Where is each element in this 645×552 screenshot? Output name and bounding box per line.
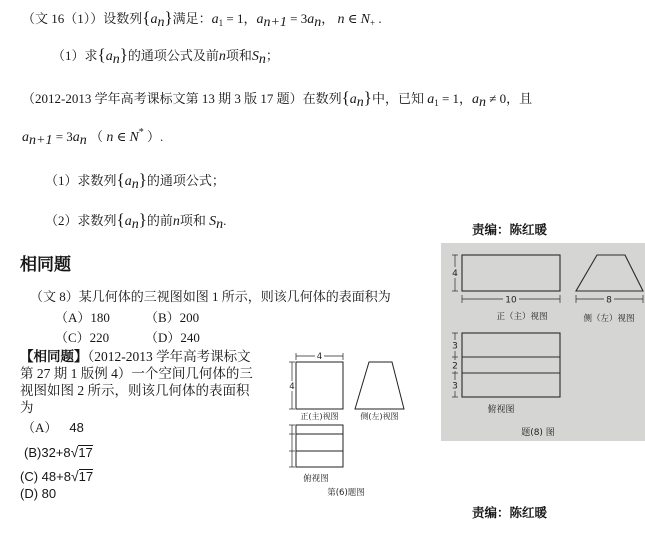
source-prefix: （2012-2013 学年高考课标文第 13 期 3 版 17 题）在数列 xyxy=(22,91,342,106)
q16-in: ∈ xyxy=(344,11,361,26)
option-value: 32+8 xyxy=(41,445,71,460)
var-n: n xyxy=(218,49,226,64)
same-problem-line-4: 为 xyxy=(20,400,34,415)
a-1 xyxy=(212,11,224,26)
q8-option-c xyxy=(55,329,109,347)
brace-close: } xyxy=(138,210,147,229)
a-1 xyxy=(427,91,439,106)
fig8-photo-background xyxy=(441,243,645,441)
option-value: 48 xyxy=(69,420,84,435)
fig6-front-view xyxy=(288,351,343,409)
fig8-top-dim-label-1: 3 xyxy=(452,341,458,352)
sup-star: * xyxy=(138,127,144,138)
fig6-front-width-dim-label: 4 xyxy=(316,352,323,362)
source-eq-three: = 3 xyxy=(52,129,73,144)
brace-close: } xyxy=(138,170,147,189)
brace-open: { xyxy=(142,8,151,27)
q16-satisfies: 满足： xyxy=(172,11,212,26)
var-a: a xyxy=(427,92,435,107)
same-problem-tag: 【相同题】 xyxy=(20,349,88,364)
source-part2-items-sum: 项和 xyxy=(179,213,210,228)
q8-option-a xyxy=(55,309,110,327)
option-label: （A） xyxy=(55,310,91,325)
fig8-top-dim-label-3: 3 xyxy=(452,381,458,392)
fig8-top-view-label: 俯视图 xyxy=(487,405,515,415)
seq-a-n xyxy=(97,45,128,67)
option-value: 80 xyxy=(41,486,57,501)
option-label: （C） xyxy=(55,330,90,345)
sub-1: 1 xyxy=(218,18,224,28)
editor-credit-top: 责编：陈红暖 xyxy=(472,222,548,237)
source-problem-line-1 xyxy=(22,89,532,109)
source-paren-open: （ xyxy=(86,129,107,144)
fig6-caption: 第(6)题图 xyxy=(327,488,365,498)
s-n xyxy=(209,213,224,232)
sub-n: n xyxy=(356,95,364,110)
sub-n: n xyxy=(157,15,165,30)
var-n: n xyxy=(172,214,180,229)
source-part2-end: . xyxy=(223,213,227,228)
fig6-side-view-trapezoid xyxy=(355,362,404,409)
brace-close: } xyxy=(164,8,173,27)
fig8-caption: 题(8) 图 xyxy=(521,428,555,438)
sub-n-plus-1: n+1 xyxy=(263,15,287,30)
source-in: ∈ xyxy=(113,129,130,144)
fig8-front-width-dim-label: 10 xyxy=(505,295,517,306)
source-neq-zero: ≠ 0，且 xyxy=(486,91,533,106)
fig8-side-width-dim-label: 8 xyxy=(606,295,612,306)
sub-n: n xyxy=(131,217,139,232)
q8-option-b xyxy=(145,309,199,327)
brace-open: { xyxy=(97,45,106,64)
fig8-front-height-dim-label: 4 xyxy=(452,269,458,279)
option-value: 220 xyxy=(89,330,110,345)
sub-1: 1 xyxy=(434,98,439,108)
sqrt-radicand: 17 xyxy=(78,445,93,460)
same-option-b xyxy=(24,443,93,462)
fig8-top-dim-label-2: 2 xyxy=(452,361,458,372)
sqrt-symbol: √ xyxy=(70,468,79,484)
fig8-side-view-label: 侧（左）视图 xyxy=(583,314,635,324)
source-eq-one: = 1， xyxy=(438,91,473,106)
source-part1-prefix: （1）求数列 xyxy=(45,173,117,188)
source-part-2-line xyxy=(45,211,226,231)
brace-open: { xyxy=(116,170,125,189)
option-value: 48+8 xyxy=(41,469,71,484)
section-heading: 相同题 xyxy=(20,255,71,275)
var-a: a xyxy=(72,130,80,145)
var-a: a xyxy=(349,92,357,107)
var-n: n xyxy=(106,130,114,145)
same-problem-line-2: 第 27 期 1 版例 4）一个空间几何体的三 xyxy=(20,366,253,381)
q8-option-d xyxy=(145,329,200,347)
source-problem-line-2 xyxy=(22,128,163,147)
q16-comma: ， xyxy=(321,11,338,26)
source-part2-prefix: （2）求数列 xyxy=(45,213,117,228)
sqrt-radicand: 17 xyxy=(78,469,94,484)
sub-n: n xyxy=(131,177,139,192)
same-option-d xyxy=(20,485,56,503)
q16-prefix: （文 16（1））设数列 xyxy=(22,11,143,26)
sub-n: n xyxy=(479,95,487,110)
sub-n: n xyxy=(314,15,322,30)
a-n xyxy=(307,11,322,30)
option-label: (C) xyxy=(20,469,42,484)
brace-close: } xyxy=(363,88,372,107)
same-option-c xyxy=(20,467,93,486)
option-label: (B) xyxy=(24,445,42,460)
option-label: （B） xyxy=(145,310,180,325)
part1-end: ； xyxy=(265,48,279,63)
brace-close: } xyxy=(119,45,128,64)
n-plus-set xyxy=(361,11,375,26)
var-a: a xyxy=(150,12,158,27)
q8-statement: （文 8）某几何体的三视图如图 1 所示，则该几何体的表面积为 xyxy=(30,289,391,304)
part1-mid: 的通项公式及前 xyxy=(127,48,219,63)
sub-n: n xyxy=(112,52,120,67)
source-part1-end: 的通项公式； xyxy=(146,173,225,188)
sub-n: n xyxy=(79,133,87,148)
q16-eq-one: = 1， xyxy=(223,11,257,26)
a-n xyxy=(472,91,487,110)
var-a: a xyxy=(124,174,132,189)
q16-eq-three: = 3 xyxy=(286,11,308,26)
s-n xyxy=(251,48,266,67)
var-N: N xyxy=(129,130,139,145)
q16-end: . xyxy=(375,11,382,26)
fig8-front-view-label: 正（主）视图 xyxy=(496,312,548,322)
same-problem-line-1 xyxy=(20,348,251,366)
seq-a-n xyxy=(142,8,173,30)
var-S: S xyxy=(209,214,217,229)
option-label: （A） xyxy=(22,420,58,435)
option-value: 240 xyxy=(180,330,200,345)
var-n: n xyxy=(337,12,345,27)
option-value: 180 xyxy=(90,310,110,325)
fig6-top-view-label: 俯视图 xyxy=(303,474,329,484)
seq-a-n xyxy=(341,88,372,110)
sub-plus: + xyxy=(370,18,376,28)
same-problem-line-3: 视图如图 2 所示，则该几何体的表面积 xyxy=(20,383,250,398)
sub-n-plus-1: n+1 xyxy=(29,133,53,148)
source-part2-mid: 的前 xyxy=(146,213,173,228)
var-a: a xyxy=(307,12,315,27)
fig6-side-view-label: 侧(左)视图 xyxy=(360,412,399,421)
same-problem-source: （2012-2013 学年高考课标文 xyxy=(87,349,251,364)
source-paren-close: ）. xyxy=(143,129,164,144)
figure-8-three-views-photo xyxy=(441,243,645,441)
seq-a-n xyxy=(116,210,147,232)
fig6-front-view-square xyxy=(296,362,343,409)
sqrt-symbol: √ xyxy=(70,444,79,460)
var-a: a xyxy=(472,92,480,107)
brace-open: { xyxy=(116,210,125,229)
sub-n: n xyxy=(258,52,266,67)
a-n-plus-1 xyxy=(22,129,53,148)
q16-statement-line xyxy=(22,9,382,29)
sub-n: n xyxy=(216,217,224,232)
a-n-plus-1 xyxy=(256,11,287,30)
part1-items-sum: 项和 xyxy=(225,48,252,63)
figure-6-three-views xyxy=(288,350,413,500)
seq-a-n xyxy=(116,170,147,192)
a-n xyxy=(72,129,87,148)
same-option-a xyxy=(22,419,84,437)
var-a: a xyxy=(124,214,132,229)
source-mid: 中，已知 xyxy=(371,91,428,106)
var-a: a xyxy=(256,12,264,27)
var-S: S xyxy=(251,49,259,64)
brace-open: { xyxy=(341,88,350,107)
q16-part-1-line xyxy=(52,46,279,66)
part1-prefix: （1）求 xyxy=(52,48,98,63)
var-a: a xyxy=(105,49,113,64)
var-N: N xyxy=(360,12,370,27)
editor-credit-bottom: 责编：陈红暖 xyxy=(472,505,548,520)
option-label: (D) xyxy=(20,486,42,501)
option-label: （D） xyxy=(145,330,181,345)
var-a: a xyxy=(211,12,219,27)
fig6-top-view xyxy=(289,425,343,467)
fig6-front-height-dim-label: 4 xyxy=(289,382,295,392)
var-a: a xyxy=(22,130,29,145)
fig6-top-view-rect xyxy=(296,425,343,467)
source-part-1-line xyxy=(45,171,225,191)
fig6-front-view-label: 正(主)视图 xyxy=(300,412,339,421)
n-star-set xyxy=(129,129,143,144)
option-value: 200 xyxy=(179,310,200,325)
